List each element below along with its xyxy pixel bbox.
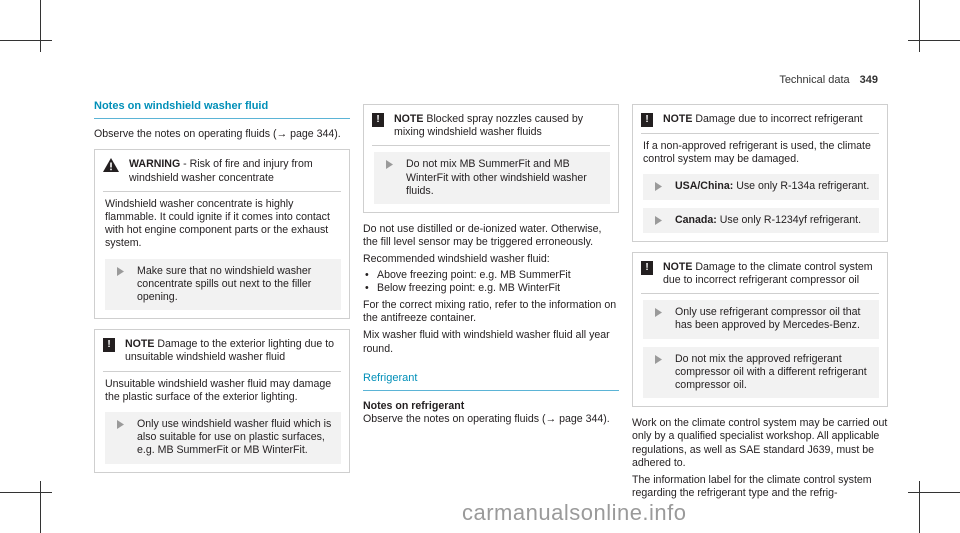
- note-body: Unsuitable windshield washer fluid may damage the plastic surface of the exterior lighting.: [105, 377, 332, 403]
- warning-heading-text: - Risk of fire and injury from windshield washer concentrate: [129, 158, 313, 184]
- column-3: [632, 104, 888, 504]
- warning-header: [103, 158, 341, 191]
- step-arrow-icon: [117, 267, 125, 305]
- note-label: NOTE: [125, 338, 155, 351]
- note-heading: [125, 338, 341, 364]
- sub-intro: Observe the notes on operating fluids (→ page 344).: [363, 413, 610, 426]
- sub-heading: Notes on refrigerant: [363, 400, 465, 413]
- step-bold: Canada:: [675, 213, 717, 226]
- note-header: [103, 338, 341, 371]
- paragraph: For the correct mixing ratio, refer to the information on the antifreeze container.: [363, 299, 617, 325]
- note-header: [641, 261, 879, 294]
- note-label: NOTE: [663, 113, 693, 125]
- header-section: Technical data: [779, 74, 850, 86]
- note-step-text: [675, 214, 861, 227]
- crop-mark: [40, 481, 41, 533]
- note-label: NOTE: [663, 260, 693, 273]
- note-step-text: Do not mix MB SummerFit and MB WinterFit with other windshield washer fluids.: [406, 158, 587, 197]
- paragraph: The information label for the climate control system regarding the refrigerant type and the refrig-: [632, 474, 872, 500]
- crop-mark: [919, 0, 920, 52]
- paragraph: Recommended windshield washer fluid:: [363, 253, 550, 266]
- warning-step: [105, 259, 341, 311]
- note-heading: [394, 113, 610, 139]
- fluid-list: [363, 269, 619, 295]
- step-arrow-icon: [386, 160, 394, 198]
- note-step: [643, 208, 879, 233]
- crop-mark: [0, 40, 52, 41]
- crop-mark: [0, 492, 52, 493]
- note-header: [641, 113, 879, 134]
- watermark-text: carmanualsonline.info: [462, 500, 687, 525]
- note-header: [372, 113, 610, 146]
- crop-mark: [908, 492, 960, 493]
- list-item: • Below freezing point: e.g. MB WinterFit: [363, 282, 619, 295]
- paragraph: Mix washer fluid with windshield washer fluid all year round.: [363, 329, 610, 355]
- notice-icon: !: [372, 113, 384, 127]
- step-arrow-icon: [655, 308, 663, 332]
- warning-step-text: Make sure that no windshield washer concentrate spills out next to the filler opening.: [137, 264, 312, 304]
- note-step-text: [675, 180, 869, 193]
- note-box-exterior-lighting: [94, 329, 350, 472]
- warning-triangle-icon: [103, 158, 119, 172]
- crop-mark: [40, 0, 41, 52]
- notice-icon: !: [641, 261, 653, 275]
- notice-icon: !: [103, 338, 115, 352]
- column-1: [94, 100, 350, 483]
- warning-label: WARNING: [129, 158, 181, 171]
- note-heading-text: Damage to the climate control system due to incorrect refrigerant compressor oil: [663, 260, 873, 287]
- note-step-text: Do not mix the approved refrigerant compressor oil with a different refrigerant compressor oil.: [675, 352, 867, 392]
- note-heading: [663, 113, 863, 126]
- note-step: [105, 412, 341, 464]
- note-step-text: Only use refrigerant compressor oil that has been approved by Mercedes-Benz.: [675, 306, 861, 332]
- page-header: [779, 74, 878, 86]
- paragraph: Work on the climate control system may be carried out only by a qualified specialist workshop. All applicable regulations, as well as SAE standard J639, must be adhered to.: [632, 417, 888, 469]
- step-text: Use only R-1234yf refrigerant.: [719, 213, 862, 226]
- crop-mark: [908, 40, 960, 41]
- section-title-washer-fluid: Notes on windshield washer fluid: [94, 100, 350, 119]
- note-step: [643, 300, 879, 338]
- intro-text: Observe the notes on operating fluids (→ page 344).: [94, 128, 341, 141]
- note-body: If a non-approved refrigerant is used, the climate control system may be damaged.: [643, 140, 871, 166]
- column-2: [363, 104, 619, 430]
- note-step-text: Only use windshield washer fluid which is also suitable for use on plastic surfaces, e.g. MB SummerFit or MB WinterFit.: [137, 418, 332, 457]
- note-heading-text: Damage to the exterior lighting due to unsuitable windshield washer fluid: [125, 338, 335, 364]
- warning-heading: [129, 158, 341, 184]
- note-label: NOTE: [394, 113, 424, 125]
- warning-body: Windshield washer concentrate is highly flammable. It could ignite if it comes into contact with hot engine component parts or the exhaust system.: [105, 197, 330, 250]
- note-heading: [663, 261, 879, 287]
- note-step: [374, 152, 610, 204]
- note-box-refrigerant: [632, 104, 888, 242]
- paragraph: Do not use distilled or de-ionized water. Otherwise, the fill level sensor may be triggered erroneously.: [363, 223, 602, 249]
- step-arrow-icon: [117, 420, 125, 458]
- notice-icon: !: [641, 113, 653, 127]
- step-text: Use only R-134a refrigerant.: [736, 180, 870, 193]
- note-box-compressor-oil: [632, 252, 888, 407]
- note-heading-text: Blocked spray nozzles caused by mixing windshield washer fluids: [394, 113, 584, 139]
- warning-box: [94, 149, 350, 319]
- list-item: • Above freezing point: e.g. MB SummerFit: [363, 269, 619, 282]
- note-step: [643, 174, 879, 199]
- step-arrow-icon: [655, 216, 663, 227]
- note-box-spray-nozzles: [363, 104, 619, 213]
- step-arrow-icon: [655, 182, 663, 193]
- note-step: [643, 347, 879, 399]
- note-heading-text: Damage due to incorrect refrigerant: [695, 113, 863, 125]
- step-bold: USA/China:: [675, 180, 734, 193]
- page-number: 349: [859, 74, 878, 86]
- section-title-refrigerant: Refrigerant: [363, 372, 619, 391]
- step-arrow-icon: [655, 355, 663, 393]
- crop-mark: [919, 481, 920, 533]
